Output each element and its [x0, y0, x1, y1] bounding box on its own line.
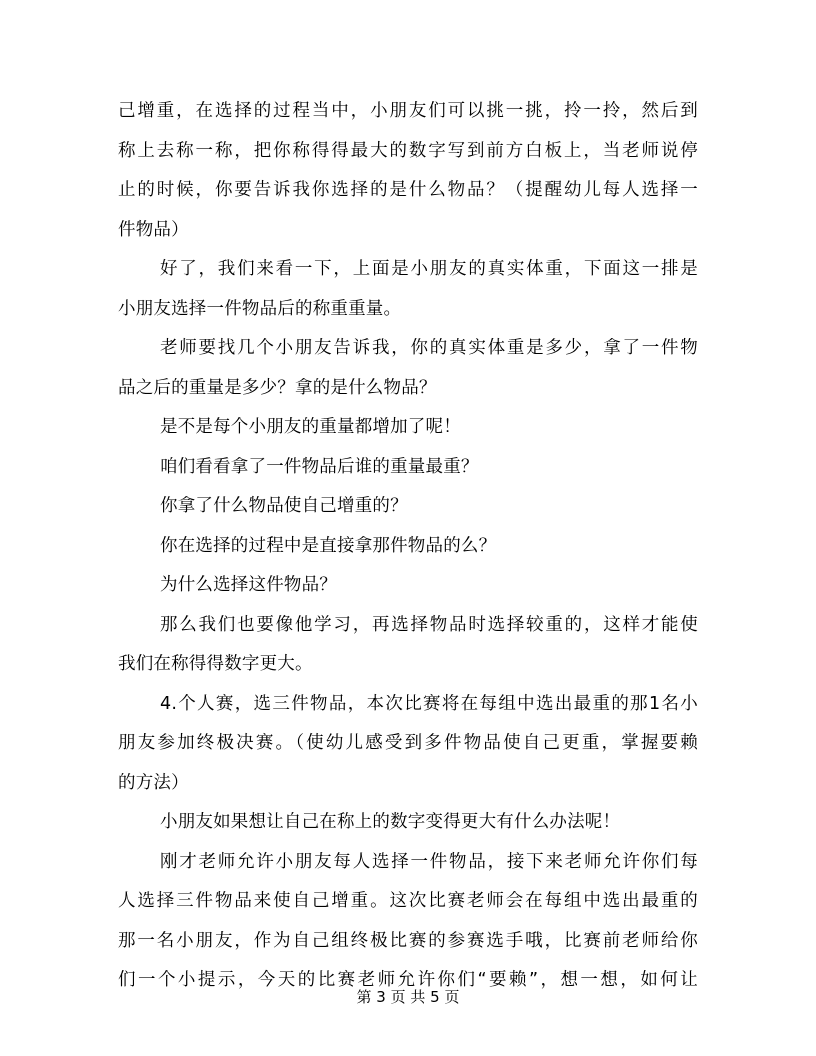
text-line: 4.个人赛，选三件物品，本次比赛将在每组中选出最重的那1名小 — [160, 693, 698, 714]
text-line: 好了，我们来看一下，上面是小朋友的真实体重，下面这一排是 — [160, 259, 698, 279]
text-line: 你在选择的过程中是直接拿那件物品的么？ — [160, 535, 497, 556]
text-line: 的方法） — [118, 772, 189, 793]
text-line: 们一个小提示，今天的比赛老师允许你们“要赖”，想一想，如何让 — [118, 970, 698, 990]
text-line: 为什么选择这件物品？ — [160, 575, 337, 595]
text-line: 止的时候，你要告诉我你选择的是什么物品？（提醒幼儿每人选择一 — [118, 180, 698, 200]
text-line: 件物品） — [118, 219, 189, 240]
body-text — [118, 92, 698, 1001]
text-line: 称上去称一称，把你称得得最大的数字写到前方白板上，当老师说停 — [118, 140, 698, 161]
text-line: 己增重，在选择的过程当中，小朋友们可以挑一挑，拎一拎，然后到 — [118, 101, 698, 121]
text-line: 咱们看看拿了一件物品后谁的重量最重？ — [160, 456, 479, 477]
text-line: 小朋友选择一件物品后的称重重量。 — [118, 298, 402, 319]
text-line: 是不是每个小朋友的重量都增加了呢！ — [160, 417, 461, 437]
text-line: 那一名小朋友，作为自己组终极比赛的参赛选手哦，比赛前老师给你 — [118, 930, 698, 951]
text-line: 小朋友如果想让自己在称上的数字变得更大有什么办法呢！ — [160, 812, 621, 832]
text-line: 老师要找几个小朋友告诉我，你的真实体重是多少，拿了一件物 — [160, 338, 698, 358]
text-line: 品之后的重量是多少？拿的是什么物品？ — [118, 377, 437, 398]
text-line: 人选择三件物品来使自己增重。这次比赛老师会在每组中选出最重的 — [118, 891, 698, 911]
text-line: 我们在称得得数字更大。 — [118, 654, 313, 674]
text-line: 你拿了什么物品使自己增重的？ — [160, 496, 408, 516]
page-footer: 第 3 页 共 5 页 — [356, 988, 460, 1006]
text-line: 刚才老师允许小朋友每人选择一件物品，接下来老师允许你们每 — [160, 851, 698, 872]
text-line: 朋友参加终极决赛。（使幼儿感受到多件物品使自己更重，掌握要赖 — [118, 733, 698, 753]
text-line: 那么我们也要像他学习，再选择物品时选择较重的，这样才能使 — [160, 614, 698, 635]
